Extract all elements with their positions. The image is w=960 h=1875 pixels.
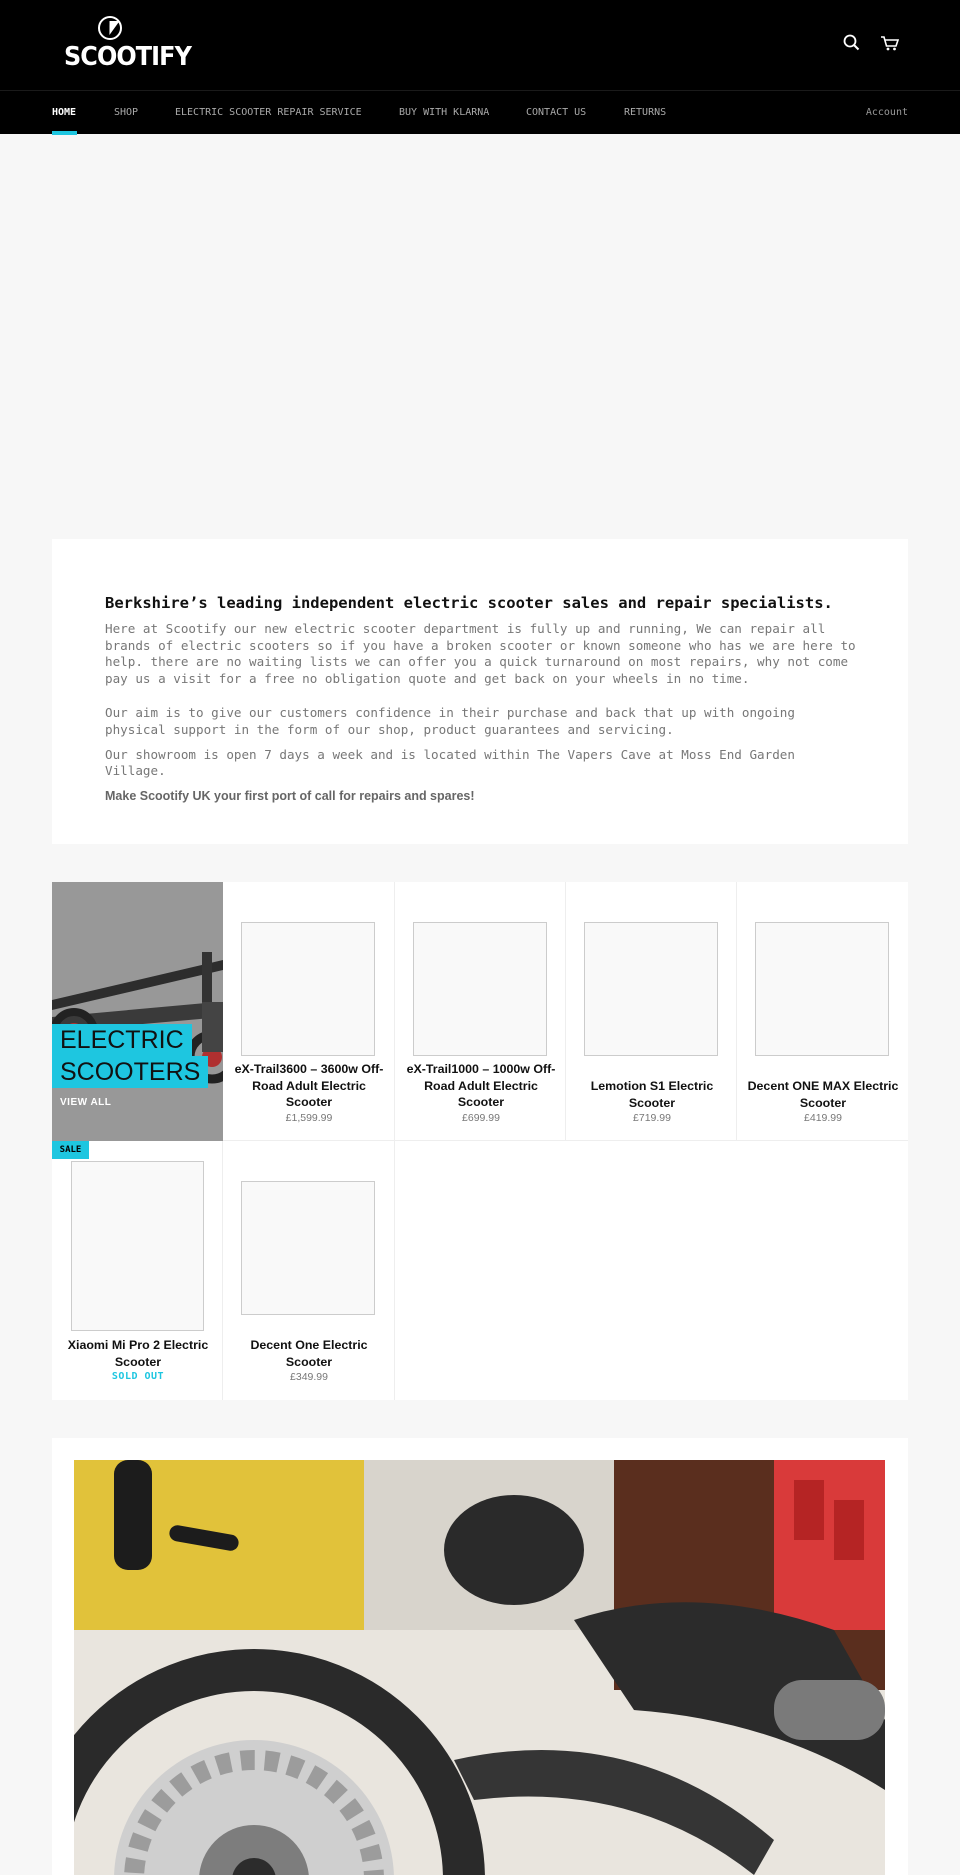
account-link[interactable]: Account <box>865 107 908 118</box>
nav-item-returns[interactable]: RETURNS <box>624 107 667 118</box>
site-logo[interactable] <box>60 16 191 72</box>
intro-paragraph-4: Make Scootify UK your first port of call for repairs and spares! <box>105 788 475 803</box>
product-price: £349.99 <box>290 1371 328 1383</box>
collection-label-line2: SCOOTERS <box>52 1056 208 1088</box>
product-card[interactable] <box>737 882 908 1141</box>
product-image <box>241 1181 375 1315</box>
product-image <box>755 922 889 1056</box>
sold-out-label: SOLD OUT <box>111 1371 165 1382</box>
product-price: £1,599.99 <box>285 1112 333 1124</box>
intro-paragraph-3: Our showroom is open 7 days a week and is located within The Vapers Cave at Moss End Garden Village. <box>105 746 795 779</box>
intro-card <box>52 539 908 844</box>
nav-item-contact[interactable]: CONTACT US <box>526 107 587 118</box>
repair-image-card <box>52 1438 908 1875</box>
site-header <box>0 0 960 90</box>
lightning-bolt-icon <box>98 16 122 40</box>
collection-feature-tile[interactable] <box>52 882 223 1141</box>
product-price: £419.99 <box>804 1112 842 1124</box>
product-card[interactable] <box>566 882 737 1141</box>
main-nav <box>0 90 960 134</box>
intro-paragraph-2: Our aim is to give our customers confidence in their purchase and back that up with ongoing physical support in the form of our shop, product guarantees and servicing. <box>105 705 795 737</box>
scooter-wheel-photo <box>74 1460 885 1875</box>
product-image <box>71 1161 204 1331</box>
nav-active-indicator <box>52 131 77 135</box>
product-title: Decent ONE MAX Electric Scooter <box>747 1079 899 1110</box>
product-price: £699.99 <box>462 1112 500 1124</box>
nav-item-home[interactable]: HOME <box>52 107 77 118</box>
product-card[interactable] <box>395 882 566 1141</box>
product-card[interactable] <box>52 1141 223 1400</box>
view-all-link[interactable]: VIEW ALL <box>60 1097 112 1108</box>
nav-item-shop[interactable]: SHOP <box>114 107 139 118</box>
repair-photo <box>74 1460 885 1875</box>
product-title: eX-Trail3600 – 3600w Off-Road Adult Electric Scooter <box>234 1062 384 1109</box>
product-image <box>584 922 718 1056</box>
cart-icon[interactable] <box>879 32 901 54</box>
product-title: eX-Trail1000 – 1000w Off-Road Adult Electric Scooter <box>406 1062 556 1109</box>
product-title: Decent One Electric Scooter <box>250 1338 368 1369</box>
product-title: Lemotion S1 Electric Scooter <box>590 1079 714 1110</box>
intro-paragraph-1: Here at Scootify our new electric scooter department is fully up and running, We can repair all brands of electric scooters so if you have a broken scooter or known someone who has we are here to help. there are no waiting lists we can offer you a quick turnaround on most repairs, why not come pay us a visit for a free no obligation quote and get back on your wheels in no time. <box>105 621 856 686</box>
nav-item-repair-service[interactable]: ELECTRIC SCOOTER REPAIR SERVICE <box>175 107 362 118</box>
product-card[interactable] <box>223 1141 395 1400</box>
product-card[interactable] <box>223 882 395 1141</box>
product-price: £719.99 <box>633 1112 671 1124</box>
product-image <box>241 922 375 1056</box>
nav-item-klarna[interactable]: BUY WITH KLARNA <box>399 107 490 118</box>
brand-name: SCOOTIFY <box>64 42 191 72</box>
sale-badge: SALE <box>52 1141 89 1159</box>
search-icon[interactable] <box>841 32 863 54</box>
collection-label-line1: ELECTRIC <box>52 1024 192 1056</box>
intro-heading: Berkshire’s leading independent electric scooter sales and repair specialists. <box>105 594 833 612</box>
product-image <box>413 922 547 1056</box>
product-title: Xiaomi Mi Pro 2 Electric Scooter <box>67 1338 209 1369</box>
collection-grid <box>52 882 908 1400</box>
